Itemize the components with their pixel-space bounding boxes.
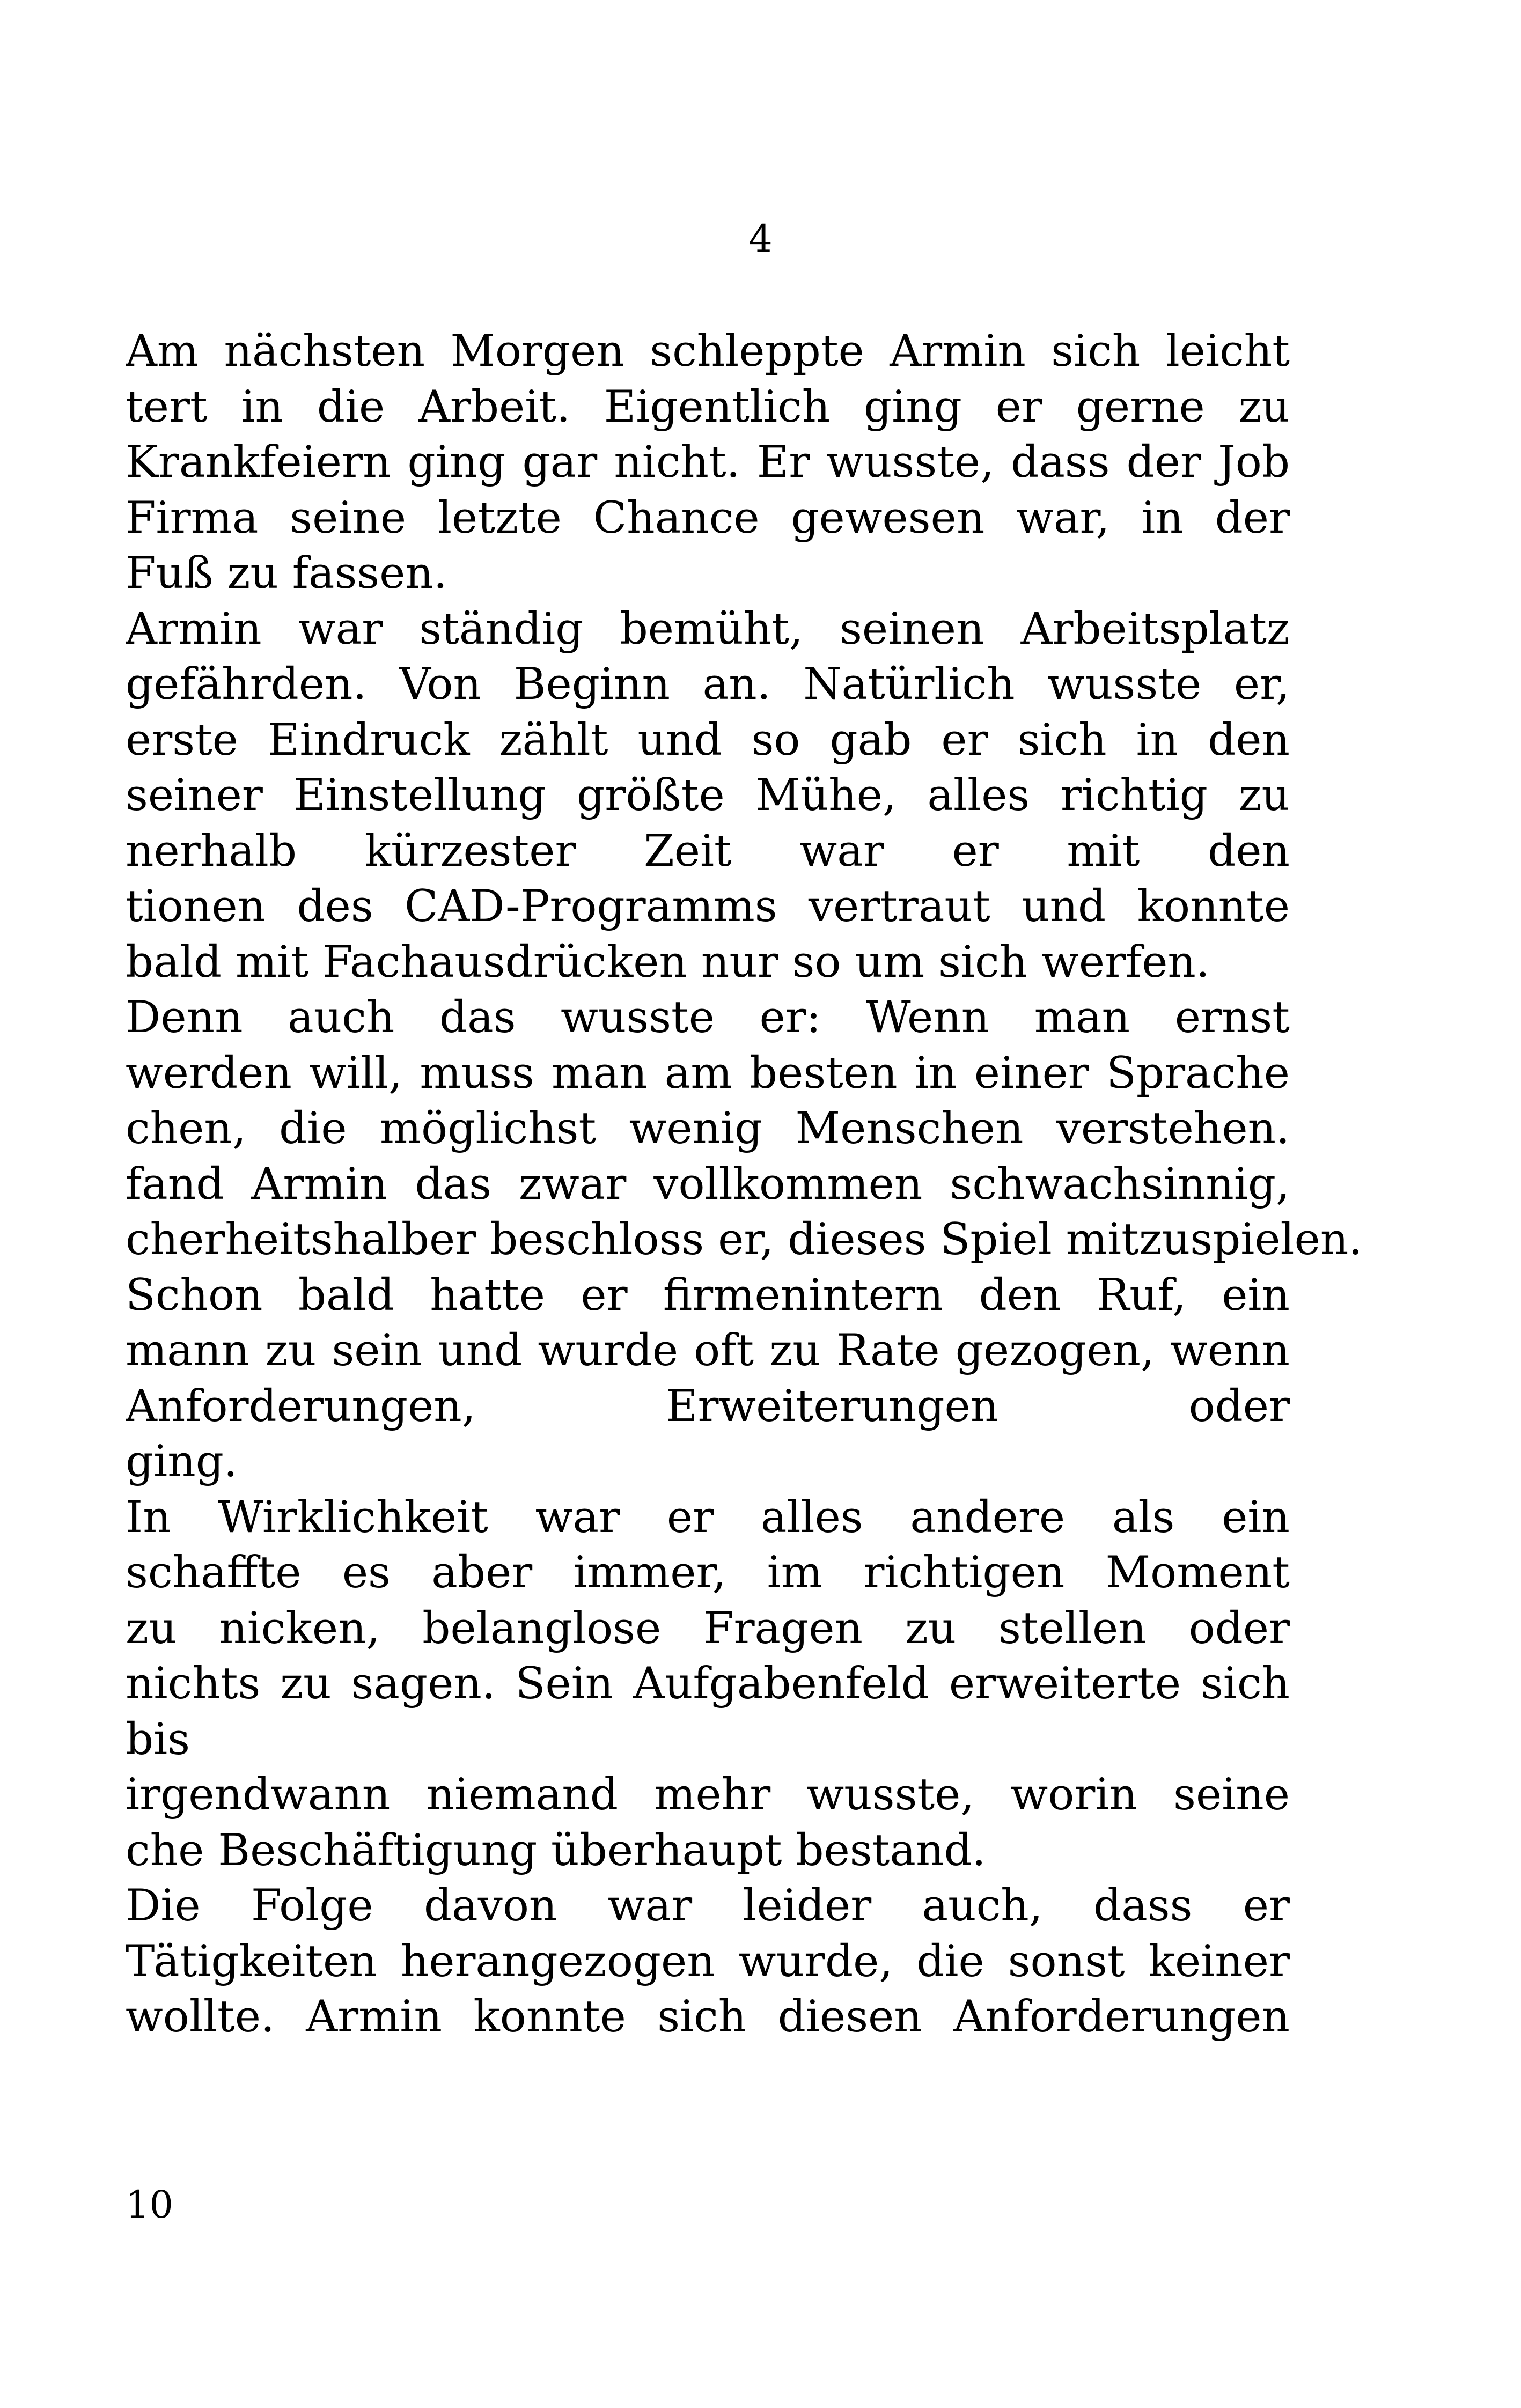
text-line: wollte. Armin konnte sich diesen Anforderungen — [126, 1991, 1290, 2042]
paragraph — [126, 1878, 1290, 2045]
text-line: fand Armin das zwar vollkommen schwachsinnig, — [126, 1158, 1290, 1210]
text-line: nichts zu sagen. Sein Aufgabenfeld erweiterte sich — [126, 1658, 1290, 1709]
text-line: In Wirklichkeit war er alles andere als ein — [126, 1491, 1290, 1543]
chapter-number: 4 — [748, 217, 773, 261]
text-line: schaffte es aber immer, im richtigen Moment — [126, 1547, 1290, 1598]
text-line: Schon bald hatte er firmenintern den Ruf, ein — [126, 1269, 1290, 1321]
page-text — [126, 323, 1363, 2045]
text-line: erste Eindruck zählt und so gab er sich in den — [126, 714, 1290, 765]
paragraph — [126, 1767, 1290, 1878]
text-line: bald mit Fachausdrücken nur so um sich werfen. — [126, 936, 1210, 988]
page-number: 10 — [126, 2183, 174, 2227]
text-line: Armin war ständig bemüht, seinen Arbeitsplatz — [126, 603, 1290, 654]
text-line: che Beschäftigung überhaupt bestand. — [126, 1824, 986, 1876]
text-line: Firma seine letzte Chance gewesen war, in der — [126, 492, 1290, 543]
text-line: mann zu sein und wurde oft zu Rate gezogen, wenn — [126, 1325, 1290, 1376]
text-line: tert in die Arbeit. Eigentlich ging er gerne zu — [126, 381, 1290, 432]
text-line: werden will, muss man am besten in einer Sprache — [126, 1047, 1290, 1099]
text-line: Fuß zu fassen. — [126, 548, 447, 599]
paragraph — [126, 601, 1290, 990]
text-line: Anforderungen, Erweiterungen oder — [126, 1380, 1290, 1432]
text-line: cherheitshalber beschloss er, dieses Spiel mitzuspielen. — [126, 1214, 1363, 1265]
text-line: bis — [126, 1713, 190, 1765]
text-line: Denn auch das wusste er: Wenn man ernst — [126, 992, 1290, 1043]
text-line: irgendwann niemand mehr wusste, worin seine — [126, 1769, 1290, 1820]
text-line: ging. — [126, 1436, 238, 1487]
paragraph — [126, 1268, 1290, 1490]
text-line: zu nicken, belanglose Fragen zu stellen oder — [126, 1602, 1290, 1654]
text-line: nerhalb kürzester Zeit war er mit den — [126, 825, 1290, 877]
text-line: Die Folge davon war leider auch, dass er — [126, 1880, 1290, 1931]
paragraph — [126, 990, 1363, 1268]
text-line: tionen des CAD-Programms vertraut und konnte — [126, 881, 1290, 932]
text-line: Tätigkeiten herangezogen wurde, die sonst keiner — [126, 1935, 1290, 1987]
text-line: Am nächsten Morgen schleppte Armin sich leicht — [126, 326, 1290, 377]
text-line: Krankfeiern ging gar nicht. Er wusste, dass der Job — [126, 437, 1290, 488]
text-line: chen, die möglichst wenig Menschen verstehen. — [126, 1103, 1290, 1154]
paragraph — [126, 323, 1290, 601]
text-line: seiner Einstellung größte Mühe, alles richtig zu — [126, 770, 1290, 821]
text-line: gefährden. Von Beginn an. Natürlich wusste er, — [126, 659, 1290, 710]
paragraph — [126, 1490, 1290, 1768]
